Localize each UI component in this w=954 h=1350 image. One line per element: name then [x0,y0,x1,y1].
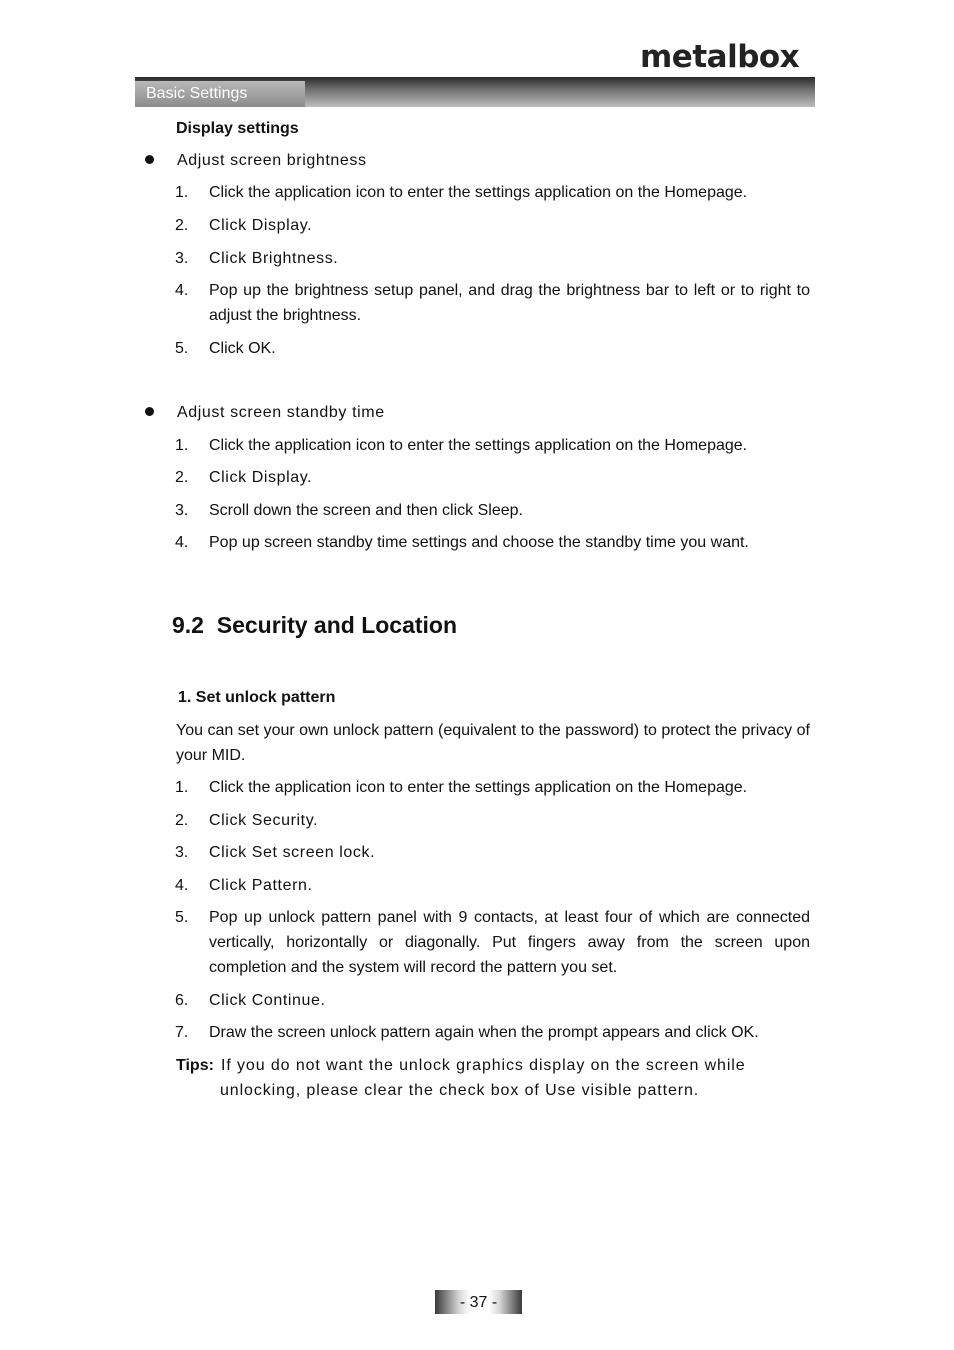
step-text: Click the application icon to enter the settings application on the Homepage. [209,779,748,796]
step-text: Click the application icon to enter the settings application on the Homepage. [209,184,748,201]
step-number: 3. [175,502,189,519]
step-number: 5. [175,340,189,357]
step-text: Click Display. [209,469,313,486]
step-text: Draw the screen unlock pattern again when the prompt appears and click OK. [209,1024,759,1041]
intro-paragraph: You can set your own unlock pattern (equivalent to the password) to protect the privacy of your MID. [176,722,810,764]
step-text: Click OK. [209,340,276,357]
step-number: 2. [175,469,189,486]
bullet-icon [145,155,154,164]
step-number: 6. [175,992,189,1009]
tips-label: Tips: [176,1057,214,1074]
step-number: 5. [175,909,189,926]
display-settings-title: Display settings [176,120,299,137]
step-number: 1. [175,779,189,796]
page-number: - 37 - [459,1294,498,1311]
step-number: 2. [175,217,189,234]
step-number: 1. [175,437,189,454]
step-number: 1. [175,184,189,201]
step-number: 4. [175,282,189,299]
step-text: Click Security. [209,812,319,829]
unlock-pattern-subheading: 1. Set unlock pattern [178,689,336,706]
step-text: Click the application icon to enter the settings application on the Homepage. [209,437,748,454]
step-number: 3. [175,844,189,861]
step-text: Pop up unlock pattern panel with 9 contacts, at least four of which are connected vertically, horizontally or diagonally. Put fingers away from the screen upon completion and the system will record the pattern you set. [209,909,810,976]
step-text: Pop up screen standby time settings and choose the standby time you want. [209,534,749,551]
step-text: Click Pattern. [209,877,313,894]
step-number: 7. [175,1024,189,1041]
step-text: Scroll down the screen and then click Sleep. [209,502,523,519]
logo-text: metalbox [640,39,800,74]
standby-heading: Adjust screen standby time [177,404,385,421]
tips-text-line1: If you do not want the unlock graphics display on the screen while [221,1057,746,1074]
step-text: Click Brightness. [209,250,339,267]
bullet-icon [145,407,154,416]
section-label: Basic Settings [135,81,305,107]
step-number: 3. [175,250,189,267]
metalbox-logo [640,38,806,74]
step-number: 4. [175,877,189,894]
step-text: Click Set screen lock. [209,844,376,861]
section-heading: 9.2 Security and Location [172,612,458,638]
step-number: 4. [175,534,189,551]
step-text: Click Display. [209,217,313,234]
step-text: Pop up the brightness setup panel, and drag the brightness bar to left or to right to adjust the brightness. [209,282,810,324]
step-text: Click Continue. [209,992,326,1009]
tips-text-line2: unlocking, please clear the check box of Use visible pattern. [220,1082,700,1099]
brightness-heading: Adjust screen brightness [177,152,367,169]
step-number: 2. [175,812,189,829]
